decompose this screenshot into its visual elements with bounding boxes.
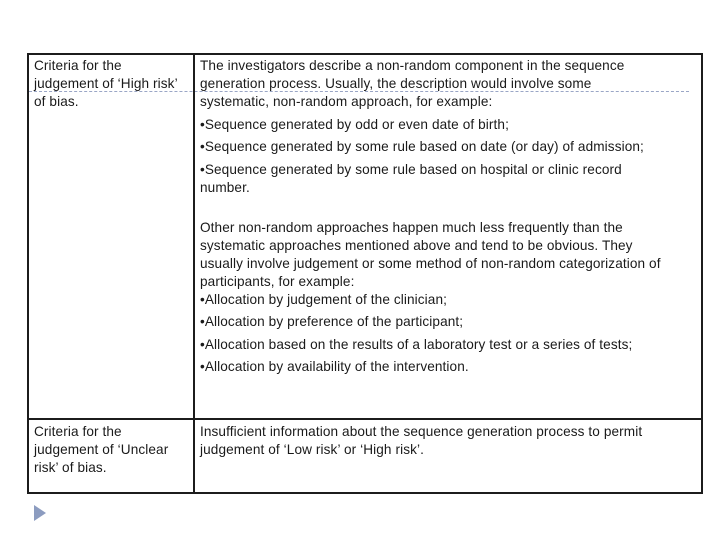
criteria-line: judgement of ‘Unclear (34, 442, 169, 457)
column-divider (193, 55, 195, 492)
criteria-table (27, 53, 703, 494)
criteria-line: Criteria for the (34, 424, 122, 439)
bullet-item: •Allocation by availability of the intervention. (200, 359, 469, 374)
high-risk-criteria-label (34, 57, 192, 111)
description-line: The investigators describe a non-random component in the sequence (200, 58, 625, 73)
criteria-line: Criteria for the (34, 58, 122, 73)
unclear-risk-description (200, 423, 702, 459)
bullet-item: •Allocation based on the results of a laboratory test or a series of tests; (200, 336, 633, 352)
bullet-item-continued: number. (200, 179, 250, 195)
high-risk-description (200, 57, 702, 376)
play-arrow-icon[interactable] (34, 505, 46, 521)
bullet-item: •Allocation by judgement of the clinician; (200, 291, 447, 307)
description-line: judgement of ‘Low risk’ or ‘High risk’. (200, 442, 424, 457)
description-line: systematic approaches mentioned above and tend to be obvious. They (200, 237, 633, 253)
criteria-line: risk’ of bias. (34, 460, 107, 475)
row-divider (29, 418, 701, 420)
description-line: usually involve judgement or some method of non-random categorization of (200, 255, 661, 271)
criteria-line: of bias. (34, 94, 79, 109)
description-line: systematic, non-random approach, for example: (200, 94, 493, 109)
bullet-item: •Sequence generated by some rule based on date (or day) of admission; (200, 139, 644, 154)
description-line: Insufficient information about the sequence generation process to permit (200, 424, 643, 439)
description-line: participants, for example: (200, 273, 355, 289)
bullet-item: •Allocation by preference of the participant; (200, 314, 464, 329)
criteria-line: judgement of ‘High risk’ (34, 76, 178, 91)
bullet-item: •Sequence generated by some rule based on hospital or clinic record (200, 161, 622, 177)
description-line: generation process. Usually, the description would involve some (200, 76, 592, 91)
bullet-item: •Sequence generated by odd or even date of birth; (200, 116, 509, 132)
unclear-risk-criteria-label (34, 423, 192, 477)
description-line: Other non-random approaches happen much less frequently than the (200, 219, 623, 235)
